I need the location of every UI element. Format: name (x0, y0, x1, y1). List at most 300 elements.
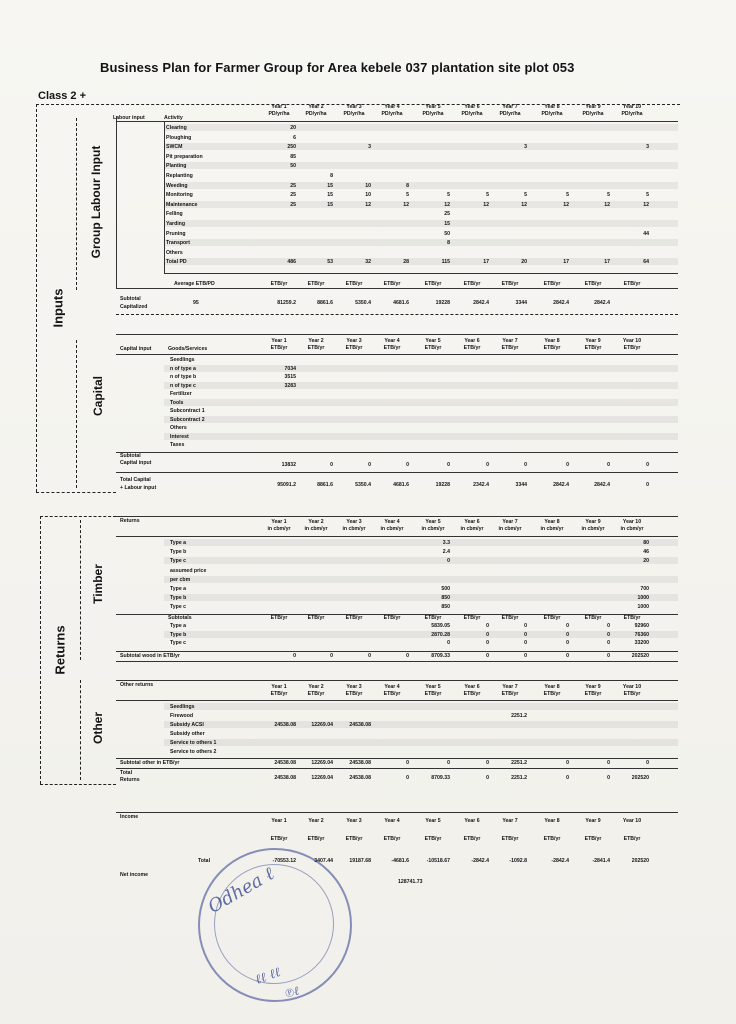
timber-cell: 80 (643, 540, 649, 546)
capital-total-cell: 2342.4 (473, 482, 489, 488)
labour-cell: 15 (444, 221, 450, 227)
income-year-header: Year 4 (384, 818, 400, 824)
capital-unit-header: ETB/yr (463, 345, 481, 351)
signature-mark: ℓℓ ℓℓ (253, 965, 283, 988)
capital-frame-left (76, 340, 77, 488)
timber-year-header: Year 5 (425, 519, 441, 525)
other-unit-header: ETB/yr (543, 691, 561, 697)
capital-unit-header: ETB/yr (424, 345, 442, 351)
income-unit-header: ETB/yr (463, 836, 481, 842)
capital-subtotal-rule (116, 452, 678, 453)
labour-avg-rule (116, 288, 678, 289)
capital-row-shade (164, 382, 678, 389)
labour-col2-header: Activity (164, 115, 183, 121)
other-row-shade (164, 739, 678, 746)
labour-avg-unit: ETB/yr (270, 281, 288, 287)
labour-cell: 25 (290, 182, 296, 189)
class-label: Class 2 + (38, 90, 87, 102)
capital-year-header: Year 9 (585, 338, 601, 344)
labour-year-header: Year 10 (622, 104, 642, 110)
timber-cell: 2.4 (442, 549, 450, 556)
timber-frame-left (80, 520, 81, 660)
capital-unit-header: ETB/yr (584, 345, 602, 351)
timber-etb-unit: ETB/yr (345, 615, 363, 621)
timber-wood-cell: 202520 (631, 653, 649, 659)
capital-item-label: n of type a (170, 365, 196, 372)
other-top-rule (116, 680, 678, 681)
labour-year-header: Year 8 (544, 104, 560, 110)
labour-subtotal-cell: 2842.4 (594, 300, 610, 306)
other-subtotal-cell: 2251.2 (511, 760, 527, 766)
timber-col1-header: Returns (120, 518, 140, 524)
other-unit-header: ETB/yr (501, 691, 519, 697)
other-unit-header: ETB/yr (424, 691, 442, 697)
capital-col2-header: Goods/Services (168, 346, 208, 352)
timber-bottom-rule (116, 661, 678, 662)
labour-avg-unit: ETB/yr (424, 281, 442, 287)
timber-cell: 3.3 (442, 540, 450, 546)
income-year-header: Year 2 (308, 818, 324, 824)
labour-cell: 5 (447, 192, 450, 199)
other-total-label: Total (120, 770, 133, 776)
labour-cell: 15 (327, 182, 333, 189)
capital-header-rule (116, 354, 678, 355)
other-subtotal-cell: 0 (607, 760, 610, 766)
timber-etb-cell: 5839.05 (431, 623, 450, 629)
timber-year-header: Year 1 (271, 519, 287, 525)
other-unit-header: ETB/yr (270, 691, 288, 697)
labour-row-shade (164, 182, 678, 189)
timber-wood-cell: 0 (330, 653, 333, 659)
timber-item-label: per cbm (170, 576, 191, 583)
labour-subtotal-cell: 2842.4 (473, 300, 489, 306)
income-cell: -70553.12 (272, 858, 296, 864)
capital-row-shade (164, 416, 678, 423)
timber-etb-unit: ETB/yr (424, 615, 442, 621)
income-cell: 19187.68 (349, 858, 371, 864)
labour-subtotal-cell: 3344 (515, 300, 527, 306)
other-item-label: Seedlings (170, 704, 195, 710)
capital-item-label: Seedlings (170, 357, 195, 363)
labour-cell: 5 (524, 192, 527, 199)
labour-cell: 15 (327, 201, 333, 208)
labour-row-shade (164, 162, 678, 169)
timber-etb-cell: 0 (607, 623, 610, 629)
labour-cell: 12 (643, 201, 649, 208)
labour-year-header: Year 5 (425, 104, 441, 110)
labour-cell: 12 (444, 201, 450, 208)
labour-cell: 32 (365, 259, 371, 266)
timber-wood-label: Subtotal wood in ETB/yr (120, 653, 180, 659)
capital-total-cell: 2842.4 (553, 482, 569, 488)
other-total-rule (116, 768, 678, 769)
labour-row-shade (164, 124, 678, 131)
income-year-header: Year 1 (271, 818, 287, 824)
labour-unit-header: PD/yr/ha (499, 111, 521, 117)
capital-unit-header: ETB/yr (383, 345, 401, 351)
labour-unit-header: PD/yr/ha (268, 111, 290, 117)
labour-activity-label: Pruning (166, 230, 186, 237)
timber-item-label: Type b (170, 549, 187, 556)
capital-subtotal-cell: 0 (524, 462, 527, 468)
other-total-cell: 12269.04 (311, 775, 333, 781)
labour-cell: 85 (290, 153, 296, 160)
labour-cell: 250 (287, 144, 296, 151)
timber-item-label: Type b (170, 595, 187, 602)
labour-cell: 8 (447, 240, 450, 247)
labour-year-header: Year 2 (308, 104, 324, 110)
timber-year-header: Year 3 (346, 519, 362, 525)
labour-cell: 3 (368, 144, 371, 151)
capital-total-cell: 3344 (515, 482, 527, 488)
labour-cell: 25 (290, 192, 296, 199)
other-cell: 24538.08 (274, 722, 296, 728)
signature-mark-2: ℗ℓ (283, 983, 301, 1001)
capital-unit-header: ETB/yr (307, 345, 325, 351)
labour-activity-label: Pit preparation (166, 153, 203, 160)
timber-cell: 850 (441, 595, 450, 602)
other-subtotal-cell: 0 (566, 760, 569, 766)
timber-wood-cell: 0 (486, 653, 489, 659)
income-unit-header: ETB/yr (270, 836, 288, 842)
other-total-cell: 0 (406, 775, 409, 781)
capital-total-cell: 8861.6 (317, 482, 333, 488)
capital-year-header: Year 7 (502, 338, 518, 344)
timber-top-rule (116, 516, 678, 517)
timber-wood-cell: 0 (368, 653, 371, 659)
timber-etb-cell: 0 (524, 631, 527, 638)
timber-item-label: Type c (170, 604, 187, 611)
labour-cell: 486 (287, 259, 296, 266)
group-labour-side-label: Group Labour Input (89, 145, 103, 259)
other-subtotal-cell: 0 (447, 760, 450, 766)
timber-etb-cell: 33200 (634, 640, 649, 647)
other-subtotal-label: Subtotal other in ETB/yr (120, 760, 180, 766)
capital-side-label: Capital (91, 375, 105, 417)
other-total-cell: 0 (607, 775, 610, 781)
labour-cell: 12 (521, 201, 527, 208)
returns-side-label: Returns (52, 625, 68, 675)
timber-etb-cell: 0 (607, 640, 610, 647)
timber-etb-unit: ETB/yr (383, 615, 401, 621)
timber-cell: 850 (441, 604, 450, 611)
labour-cell: 17 (483, 259, 489, 266)
timber-cell: 0 (447, 558, 450, 565)
timber-wood-cell: 0 (607, 653, 610, 659)
timber-etb-label: Type c (170, 640, 187, 647)
labour-cell: 5 (406, 192, 409, 199)
other-year-header: Year 4 (384, 684, 400, 690)
timber-unit-header: in cbm/yr (304, 526, 328, 532)
other-subtotal-cell: 24538.08 (274, 760, 296, 766)
other-year-header: Year 2 (308, 684, 324, 690)
income-cell: 3407.44 (314, 858, 333, 864)
labour-cell: 5 (607, 192, 610, 199)
income-cell: -2842.4 (471, 858, 489, 864)
capital-item-label: Taxes (170, 442, 185, 448)
capital-subtotal-cell: 0 (566, 462, 569, 468)
timber-etb-cell: 76360 (634, 631, 649, 638)
labour-year-header: Year 4 (384, 104, 400, 110)
other-side-label: Other (91, 711, 105, 745)
other-total-cell: 202520 (631, 775, 649, 781)
stamp-handwriting: Odhea ℓ (204, 863, 278, 918)
timber-year-header: Year 2 (308, 519, 324, 525)
timber-wood-cell: 0 (524, 653, 527, 659)
capital-unit-header: ETB/yr (543, 345, 561, 351)
capital-subtotal-cell: 0 (406, 462, 409, 468)
labour-cell: 64 (643, 259, 649, 266)
labour-subtotal-cell: 8861.6 (317, 300, 333, 306)
labour-activity-label: Yarding (166, 221, 186, 227)
labour-col1-header: Labour input (113, 115, 145, 121)
capital-row-shade (164, 365, 678, 372)
other-subtotal-rule (116, 758, 678, 759)
other-item-label: Service to others 2 (170, 749, 217, 755)
labour-cell: 12 (563, 201, 569, 208)
capital-item-label: Others (170, 425, 187, 431)
returns-frame-bottom (40, 784, 116, 785)
other-subtotal-cell: 0 (646, 760, 649, 766)
timber-cell: 46 (643, 549, 649, 556)
capital-item-label: Interest (170, 433, 189, 440)
labour-unit-header: PD/yr/ha (461, 111, 483, 117)
other-subtotal-cell: 24538.08 (349, 760, 371, 766)
labour-cell: 25 (444, 211, 450, 218)
other-cell: 2251.2 (511, 713, 527, 719)
timber-item-label: assumed price (170, 567, 207, 574)
timber-year-header: Year 9 (585, 519, 601, 525)
labour-cell: 12 (403, 201, 409, 208)
timber-etb-unit: ETB/yr (623, 615, 641, 621)
timber-etb-cell: 0 (486, 631, 489, 638)
page-title: Business Plan for Farmer Group for Area kebele 037 plantation site plot 053 (100, 60, 575, 75)
labour-avg-label: Average ETB/PD (174, 281, 215, 287)
labour-avg-unit: ETB/yr (463, 281, 481, 287)
labour-subtotal-label: Subtotal (120, 296, 141, 302)
timber-wood-cell: 0 (566, 653, 569, 659)
labour-cell: 5 (486, 192, 489, 199)
labour-activity-label: Monitoring (166, 192, 193, 199)
other-subtotal-cell: 0 (406, 760, 409, 766)
timber-cell: 700 (640, 586, 649, 592)
capital-item-label: Subcontract 1 (170, 408, 205, 414)
timber-item-label: Type c (170, 558, 187, 565)
labour-cell: 50 (444, 230, 450, 237)
timber-unit-header: in cbm/yr (421, 526, 445, 532)
labour-subtotal-cell: 2842.4 (553, 300, 569, 306)
labour-subtotal-cell: 19228 (435, 300, 450, 306)
capital-cell: 3283 (284, 382, 296, 389)
timber-etb-cell: 2870.28 (431, 631, 450, 638)
other-subtotal-cell: 0 (486, 760, 489, 766)
labour-unit-header: PD/yr/ha (582, 111, 604, 117)
capital-year-header: Year 5 (425, 338, 441, 344)
other-total-cell: 24538.08 (274, 775, 296, 781)
income-cell: -1092.8 (509, 858, 527, 864)
timber-unit-header: in cbm/yr (267, 526, 291, 532)
labour-unit-header: PD/yr/ha (541, 111, 563, 117)
other-unit-header: ETB/yr (623, 691, 641, 697)
inputs-side-label: Inputs (50, 288, 66, 328)
other-row-shade (164, 703, 678, 710)
income-unit-header: ETB/yr (501, 836, 519, 842)
income-year-header: Year 6 (464, 818, 480, 824)
labour-avg-unit: ETB/yr (584, 281, 602, 287)
inputs-frame-bottom (36, 492, 116, 493)
labour-activity-label: Felling (166, 211, 183, 218)
timber-unit-header: in cbm/yr (540, 526, 564, 532)
labour-cell: 44 (643, 230, 649, 237)
net-income-label: Net income (120, 872, 148, 878)
timber-year-header: Year 4 (384, 519, 400, 525)
labour-cell: 3 (524, 144, 527, 151)
labour-cell: 28 (403, 259, 409, 266)
income-year-header: Year 3 (346, 818, 362, 824)
labour-unit-header: PD/yr/ha (381, 111, 403, 117)
labour-cell: 10 (365, 192, 371, 199)
capital-total-label: Total Capital (120, 477, 151, 483)
labour-cell: 15 (327, 192, 333, 199)
income-year-header: Year 10 (622, 818, 642, 824)
labour-cell: 5 (646, 192, 649, 199)
capital-item-label: n of type c (170, 382, 196, 389)
capital-year-header: Year 1 (271, 338, 287, 344)
capital-row-shade (164, 399, 678, 406)
capital-total-rule (116, 472, 678, 473)
labour-avg-unit: ETB/yr (345, 281, 363, 287)
capital-unit-header: ETB/yr (623, 345, 641, 351)
other-cell: 24538.08 (349, 722, 371, 728)
capital-total-cell: 5350.4 (355, 482, 371, 488)
timber-etb-unit: ETB/yr (543, 615, 561, 621)
other-year-header: Year 8 (544, 684, 560, 690)
other-returns-label: Returns (120, 777, 140, 783)
other-total-cell: 24538.08 (349, 775, 371, 781)
timber-year-header: Year 10 (622, 519, 642, 525)
labour-activity-label: Transport (166, 240, 190, 247)
other-year-header: Year 9 (585, 684, 601, 690)
returns-frame-top (40, 516, 116, 517)
timber-unit-header: in cbm/yr (581, 526, 605, 532)
timber-year-header: Year 7 (502, 519, 518, 525)
labour-activity-label: Others (166, 249, 183, 256)
timber-etb-unit: ETB/yr (584, 615, 602, 621)
capital-col1-header: Capital input (120, 346, 152, 352)
timber-etb-unit: ETB/yr (307, 615, 325, 621)
capital-total-cell: 0 (646, 482, 649, 488)
labour-activity-label: Weeding (166, 182, 188, 189)
capital-subtotal-cell: 0 (330, 462, 333, 468)
timber-wood-cell: 8709.33 (431, 653, 450, 659)
capital-unit-header: ETB/yr (345, 345, 363, 351)
other-unit-header: ETB/yr (584, 691, 602, 697)
income-top-rule (116, 812, 678, 813)
other-unit-header: ETB/yr (307, 691, 325, 697)
capital-total-cell: 19228 (435, 482, 450, 488)
timber-year-header: Year 8 (544, 519, 560, 525)
timber-etb-unit: ETB/yr (463, 615, 481, 621)
timber-etb-cell: 0 (524, 640, 527, 647)
timber-etb-cell: 92960 (634, 623, 649, 629)
timber-side-label: Timber (91, 564, 105, 604)
other-unit-header: ETB/yr (463, 691, 481, 697)
timber-cell: 1000 (637, 604, 649, 611)
timber-subtotal-label: Subtotals (168, 615, 192, 621)
other-year-header: Year 3 (346, 684, 362, 690)
labour-activity-label: Planting (166, 163, 187, 170)
capital-row-shade (164, 433, 678, 440)
labour-unit-header: PD/yr/ha (621, 111, 643, 117)
income-unit-header: ETB/yr (623, 836, 641, 842)
labour-row-shade (164, 143, 678, 150)
returns-frame-left (40, 516, 41, 784)
timber-etb-unit: ETB/yr (270, 615, 288, 621)
other-cell: 12269.04 (311, 722, 333, 728)
capital-input-label: Capital input (120, 460, 152, 466)
labour-year-header: Year 7 (502, 104, 518, 110)
capital-year-header: Year 8 (544, 338, 560, 344)
labour-capitalized-label: Capitalized (120, 304, 148, 310)
other-row-shade (164, 721, 678, 728)
other-total-cell: 0 (566, 775, 569, 781)
capital-year-header: Year 3 (346, 338, 362, 344)
capital-subtotal-cell: 0 (368, 462, 371, 468)
timber-etb-cell: 0 (566, 640, 569, 647)
income-label: Income (120, 814, 139, 820)
labour-cell: 17 (563, 259, 569, 266)
capital-item-label: Tools (170, 399, 184, 406)
other-year-header: Year 10 (622, 684, 642, 690)
capital-cell: 7034 (284, 365, 296, 372)
timber-cell: 500 (441, 586, 450, 592)
capital-unit-header: ETB/yr (501, 345, 519, 351)
income-cell: 202520 (631, 858, 649, 864)
other-subtotal-cell: 12269.04 (311, 760, 333, 766)
capital-year-header: Year 10 (622, 338, 642, 344)
timber-etb-cell: 0 (566, 631, 569, 638)
labour-avg-unit: ETB/yr (623, 281, 641, 287)
capital-top-rule (116, 334, 678, 335)
timber-unit-header: in cbm/yr (460, 526, 484, 532)
labour-frame-left (76, 118, 77, 290)
income-unit-header: ETB/yr (424, 836, 442, 842)
income-year-header: Year 9 (585, 818, 601, 824)
other-item-label: Subsidy ACSI (170, 722, 204, 728)
income-cell: -2842.4 (551, 858, 569, 864)
labour-cell: 6 (293, 134, 296, 141)
labour-cell: 50 (290, 163, 296, 170)
labour-unit-header: PD/yr/ha (422, 111, 444, 117)
labour-activity-label: SWCM (166, 144, 183, 151)
labour-cell: 20 (521, 259, 527, 266)
labour-cell: 8 (406, 182, 409, 189)
labour-subtotal-cell: 5350.4 (355, 300, 371, 306)
timber-header-rule (116, 536, 678, 537)
other-frame-left (80, 680, 81, 780)
capital-item-label: Subcontract 2 (170, 416, 205, 423)
income-cell: -2841.4 (592, 858, 610, 864)
labour-left-rule (116, 116, 117, 288)
labour-unit-header: PD/yr/ha (343, 111, 365, 117)
labour-year-header: Year 9 (585, 104, 601, 110)
income-total-label: Total (198, 858, 211, 864)
labour-unit-header: PD/yr/ha (305, 111, 327, 117)
income-unit-header: ETB/yr (543, 836, 561, 842)
capital-year-header: Year 2 (308, 338, 324, 344)
timber-etb-label: Type b (170, 631, 187, 638)
timber-etb-cell: 0 (486, 640, 489, 647)
